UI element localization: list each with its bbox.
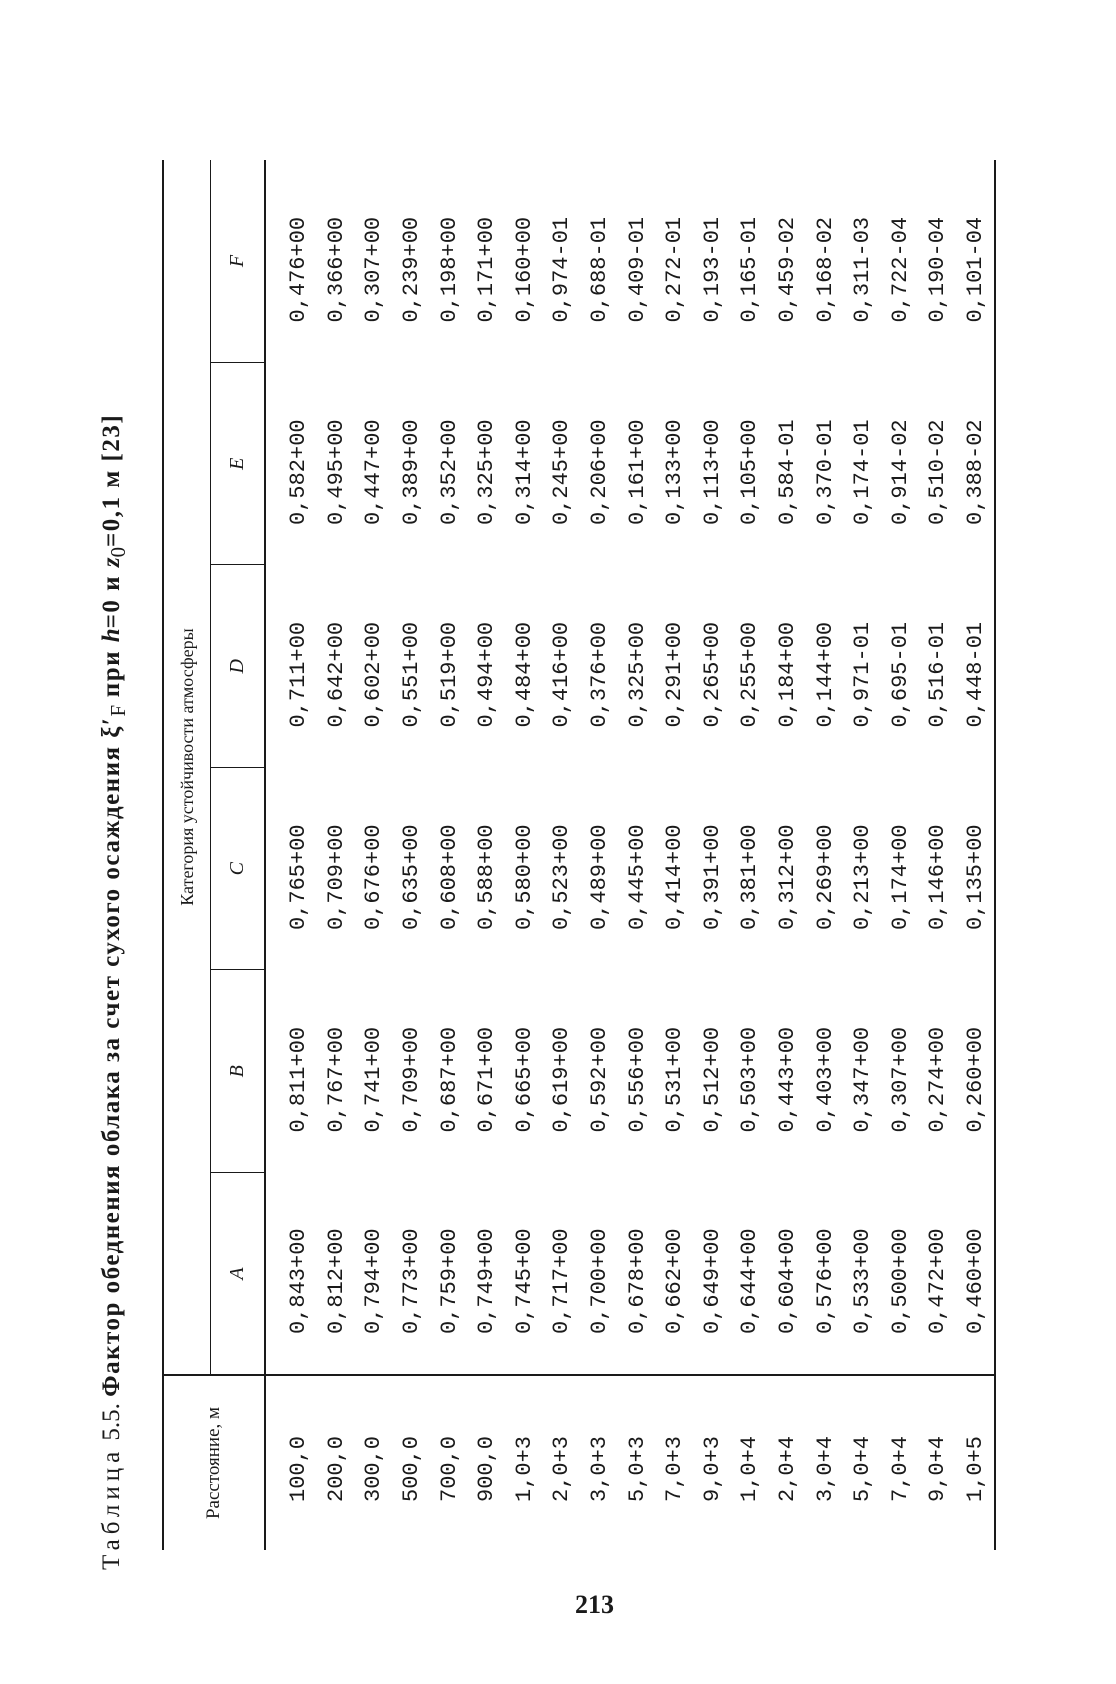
caption-h-val: =0 и: [98, 567, 125, 629]
distance-cell: 2,0+4: [769, 1375, 807, 1550]
value-cell: 0,389+00: [399, 419, 425, 525]
table-row: [806, 160, 844, 1550]
table-caption: [98, 130, 131, 1570]
value-cell: 0,709+00: [323, 824, 349, 930]
column-header: A: [211, 1173, 265, 1376]
value-cell: 0,519+00: [436, 621, 462, 728]
value-cell: 0,662+00: [662, 1228, 688, 1334]
caption-title-part2: при: [98, 642, 125, 705]
value-cell: 0,101-04: [957, 160, 996, 363]
value-cell: 0,206+00: [587, 419, 613, 525]
value-cell: 0,443+00: [775, 1026, 801, 1133]
value-cell: 0,971-01: [850, 621, 876, 728]
table-row: [731, 160, 769, 1550]
column-header: B: [211, 970, 265, 1173]
value-cell: 0,512+00: [699, 1026, 725, 1133]
value-cell: 0,642+00: [323, 621, 349, 728]
distance-cell: 500,0: [393, 1375, 431, 1550]
value-cell: 0,759+00: [436, 1228, 462, 1334]
value-cell: 0,105+00: [737, 419, 763, 525]
caption-number: 5.5.: [98, 1403, 125, 1441]
table-row: [506, 160, 544, 1550]
value-cell: 0,388-02: [957, 363, 996, 566]
caption-title-part1: Фактор обеднения облака за счет сухого осаждения: [98, 737, 125, 1397]
distance-cell: 300,0: [355, 1375, 393, 1550]
value-cell: 0,370-01: [812, 419, 838, 525]
distance-cell: 900,0: [468, 1375, 506, 1550]
value-cell: 0,213+00: [850, 824, 876, 930]
value-cell: 0,269+00: [812, 824, 838, 930]
value-cell: 0,773+00: [399, 1228, 425, 1334]
value-cell: 0,576+00: [812, 1228, 838, 1334]
value-cell: 0,500+00: [887, 1228, 913, 1334]
value-cell: 0,171+00: [474, 216, 500, 323]
table-row: [393, 160, 431, 1550]
value-cell: 0,489+00: [587, 824, 613, 930]
value-cell: 0,146+00: [925, 824, 951, 930]
value-cell: 0,472+00: [925, 1228, 951, 1334]
value-cell: 0,843+00: [286, 1228, 312, 1334]
value-cell: 0,476+00: [286, 216, 312, 323]
table-body: [265, 160, 995, 1550]
value-cell: 0,376+00: [587, 621, 613, 728]
value-cell: 0,711+00: [286, 621, 312, 728]
table-row: [769, 160, 807, 1550]
value-cell: 0,604+00: [775, 1228, 801, 1334]
rotated-page: [80, 120, 1080, 1680]
caption-symbol: ξ′: [98, 716, 125, 738]
value-cell: 0,510-02: [925, 419, 951, 525]
caption-z-sub: 0: [106, 547, 130, 558]
caption-label: Таблица: [98, 1446, 125, 1570]
value-cell: 0,582+00: [286, 419, 312, 525]
caption-z-var: z: [98, 557, 125, 568]
value-cell: 0,416+00: [549, 621, 575, 728]
value-cell: 0,741+00: [361, 1026, 387, 1133]
value-cell: 0,291+00: [662, 621, 688, 728]
value-cell: 0,198+00: [436, 216, 462, 323]
value-cell: 0,133+00: [662, 419, 688, 525]
value-cell: 0,688-01: [587, 216, 613, 323]
table-row: [468, 160, 506, 1550]
value-cell: 0,678+00: [624, 1228, 650, 1334]
value-cell: 0,717+00: [549, 1228, 575, 1334]
value-cell: 0,722-04: [887, 216, 913, 323]
distance-cell: 7,0+4: [882, 1375, 920, 1550]
value-cell: 0,272-01: [662, 216, 688, 323]
value-cell: 0,325+00: [624, 621, 650, 728]
value-cell: 0,325+00: [474, 419, 500, 525]
table-row: [355, 160, 393, 1550]
value-cell: 0,812+00: [323, 1228, 349, 1334]
distance-cell: 200,0: [318, 1375, 356, 1550]
distance-cell: 5,0+4: [844, 1375, 882, 1550]
distance-cell: 700,0: [430, 1375, 468, 1550]
table-row: [694, 160, 732, 1550]
value-cell: 0,516-01: [925, 621, 951, 728]
table-row: [882, 160, 920, 1550]
distance-cell: 100,0: [265, 1375, 318, 1550]
value-cell: 0,414+00: [662, 824, 688, 930]
column-header: D: [211, 565, 265, 768]
value-cell: 0,381+00: [737, 824, 763, 930]
value-cell: 0,608+00: [436, 824, 462, 930]
column-header: C: [211, 768, 265, 971]
caption-z-val: =0,1 м [23]: [98, 413, 125, 547]
value-cell: 0,260+00: [957, 970, 996, 1173]
distance-cell: 3,0+4: [806, 1375, 844, 1550]
value-cell: 0,592+00: [587, 1026, 613, 1133]
value-cell: 0,460+00: [957, 1173, 996, 1376]
value-cell: 0,649+00: [699, 1228, 725, 1334]
value-cell: 0,403+00: [812, 1026, 838, 1133]
value-cell: 0,245+00: [549, 419, 575, 525]
table-row: [844, 160, 882, 1550]
value-cell: 0,584-01: [775, 419, 801, 525]
value-cell: 0,676+00: [361, 824, 387, 930]
table-row: [919, 160, 957, 1550]
value-cell: 0,767+00: [323, 1026, 349, 1133]
value-cell: 0,531+00: [662, 1026, 688, 1133]
column-header: E: [211, 363, 265, 566]
table-row: [543, 160, 581, 1550]
value-cell: 0,494+00: [474, 621, 500, 728]
page-number: 213: [575, 1590, 614, 1619]
value-cell: 0,184+00: [775, 621, 801, 728]
table-row: [581, 160, 619, 1550]
value-cell: 0,484+00: [511, 621, 537, 728]
column-header: F: [211, 160, 265, 363]
table-row: [265, 160, 318, 1550]
value-cell: 0,709+00: [399, 1026, 425, 1133]
value-cell: 0,635+00: [399, 824, 425, 930]
value-cell: 0,503+00: [737, 1026, 763, 1133]
value-cell: 0,687+00: [436, 1026, 462, 1133]
value-cell: 0,144+00: [812, 621, 838, 728]
value-cell: 0,190-04: [925, 216, 951, 323]
value-cell: 0,974-01: [549, 216, 575, 323]
distance-cell: 9,0+3: [694, 1375, 732, 1550]
value-cell: 0,366+00: [323, 216, 349, 323]
value-cell: 0,447+00: [361, 419, 387, 525]
value-cell: 0,695-01: [887, 621, 913, 728]
value-cell: 0,274+00: [925, 1026, 951, 1133]
table-row: [618, 160, 656, 1550]
distance-cell: 3,0+3: [581, 1375, 619, 1550]
category-header: Категория устойчивости атмосферы: [163, 160, 211, 1375]
distance-cell: 1,0+4: [731, 1375, 769, 1550]
value-cell: 0,523+00: [549, 824, 575, 930]
caption-h-var: h: [98, 628, 125, 643]
value-cell: 0,255+00: [737, 621, 763, 728]
table-row: [318, 160, 356, 1550]
value-cell: 0,495+00: [323, 419, 349, 525]
value-cell: 0,644+00: [737, 1228, 763, 1334]
value-cell: 0,391+00: [699, 824, 725, 930]
value-cell: 0,459-02: [775, 216, 801, 323]
distance-cell: 9,0+4: [919, 1375, 957, 1550]
deposition-table: [162, 160, 996, 1550]
value-cell: 0,135+00: [957, 768, 996, 971]
value-cell: 0,533+00: [850, 1228, 876, 1334]
value-cell: 0,556+00: [624, 1026, 650, 1133]
value-cell: 0,265+00: [699, 621, 725, 728]
distance-cell: 7,0+3: [656, 1375, 694, 1550]
value-cell: 0,445+00: [624, 824, 650, 930]
value-cell: 0,700+00: [587, 1228, 613, 1334]
value-cell: 0,745+00: [511, 1228, 537, 1334]
value-cell: 0,312+00: [775, 824, 801, 930]
value-cell: 0,161+00: [624, 419, 650, 525]
value-cell: 0,914-02: [887, 419, 913, 525]
distance-cell: 1,0+3: [506, 1375, 544, 1550]
value-cell: 0,174-01: [850, 419, 876, 525]
value-cell: 0,174+00: [887, 824, 913, 930]
value-cell: 0,619+00: [549, 1026, 575, 1133]
table-row: [656, 160, 694, 1550]
value-cell: 0,314+00: [511, 419, 537, 525]
value-cell: 0,588+00: [474, 824, 500, 930]
value-cell: 0,239+00: [399, 216, 425, 323]
value-cell: 0,113+00: [699, 419, 725, 525]
value-cell: 0,794+00: [361, 1228, 387, 1334]
caption-symbol-sub: F: [106, 704, 130, 717]
distance-header: Расстояние, м: [163, 1375, 265, 1550]
value-cell: 0,765+00: [286, 824, 312, 930]
value-cell: 0,671+00: [474, 1026, 500, 1133]
value-cell: 0,409-01: [624, 216, 650, 323]
value-cell: 0,307+00: [887, 1026, 913, 1133]
value-cell: 0,580+00: [511, 824, 537, 930]
value-cell: 0,165-01: [737, 216, 763, 323]
value-cell: 0,551+00: [399, 621, 425, 728]
value-cell: 0,665+00: [511, 1026, 537, 1133]
value-cell: 0,602+00: [361, 621, 387, 728]
distance-cell: 1,0+5: [957, 1375, 996, 1550]
value-cell: 0,749+00: [474, 1228, 500, 1334]
value-cell: 0,193-01: [699, 216, 725, 323]
value-cell: 0,448-01: [957, 565, 996, 768]
value-cell: 0,311-03: [850, 216, 876, 323]
distance-cell: 5,0+3: [618, 1375, 656, 1550]
distance-cell: 2,0+3: [543, 1375, 581, 1550]
value-cell: 0,811+00: [286, 1026, 312, 1133]
value-cell: 0,168-02: [812, 216, 838, 323]
value-cell: 0,352+00: [436, 419, 462, 525]
value-cell: 0,160+00: [511, 216, 537, 323]
value-cell: 0,347+00: [850, 1026, 876, 1133]
table-row: [957, 160, 996, 1550]
value-cell: 0,307+00: [361, 216, 387, 323]
table-row: [430, 160, 468, 1550]
